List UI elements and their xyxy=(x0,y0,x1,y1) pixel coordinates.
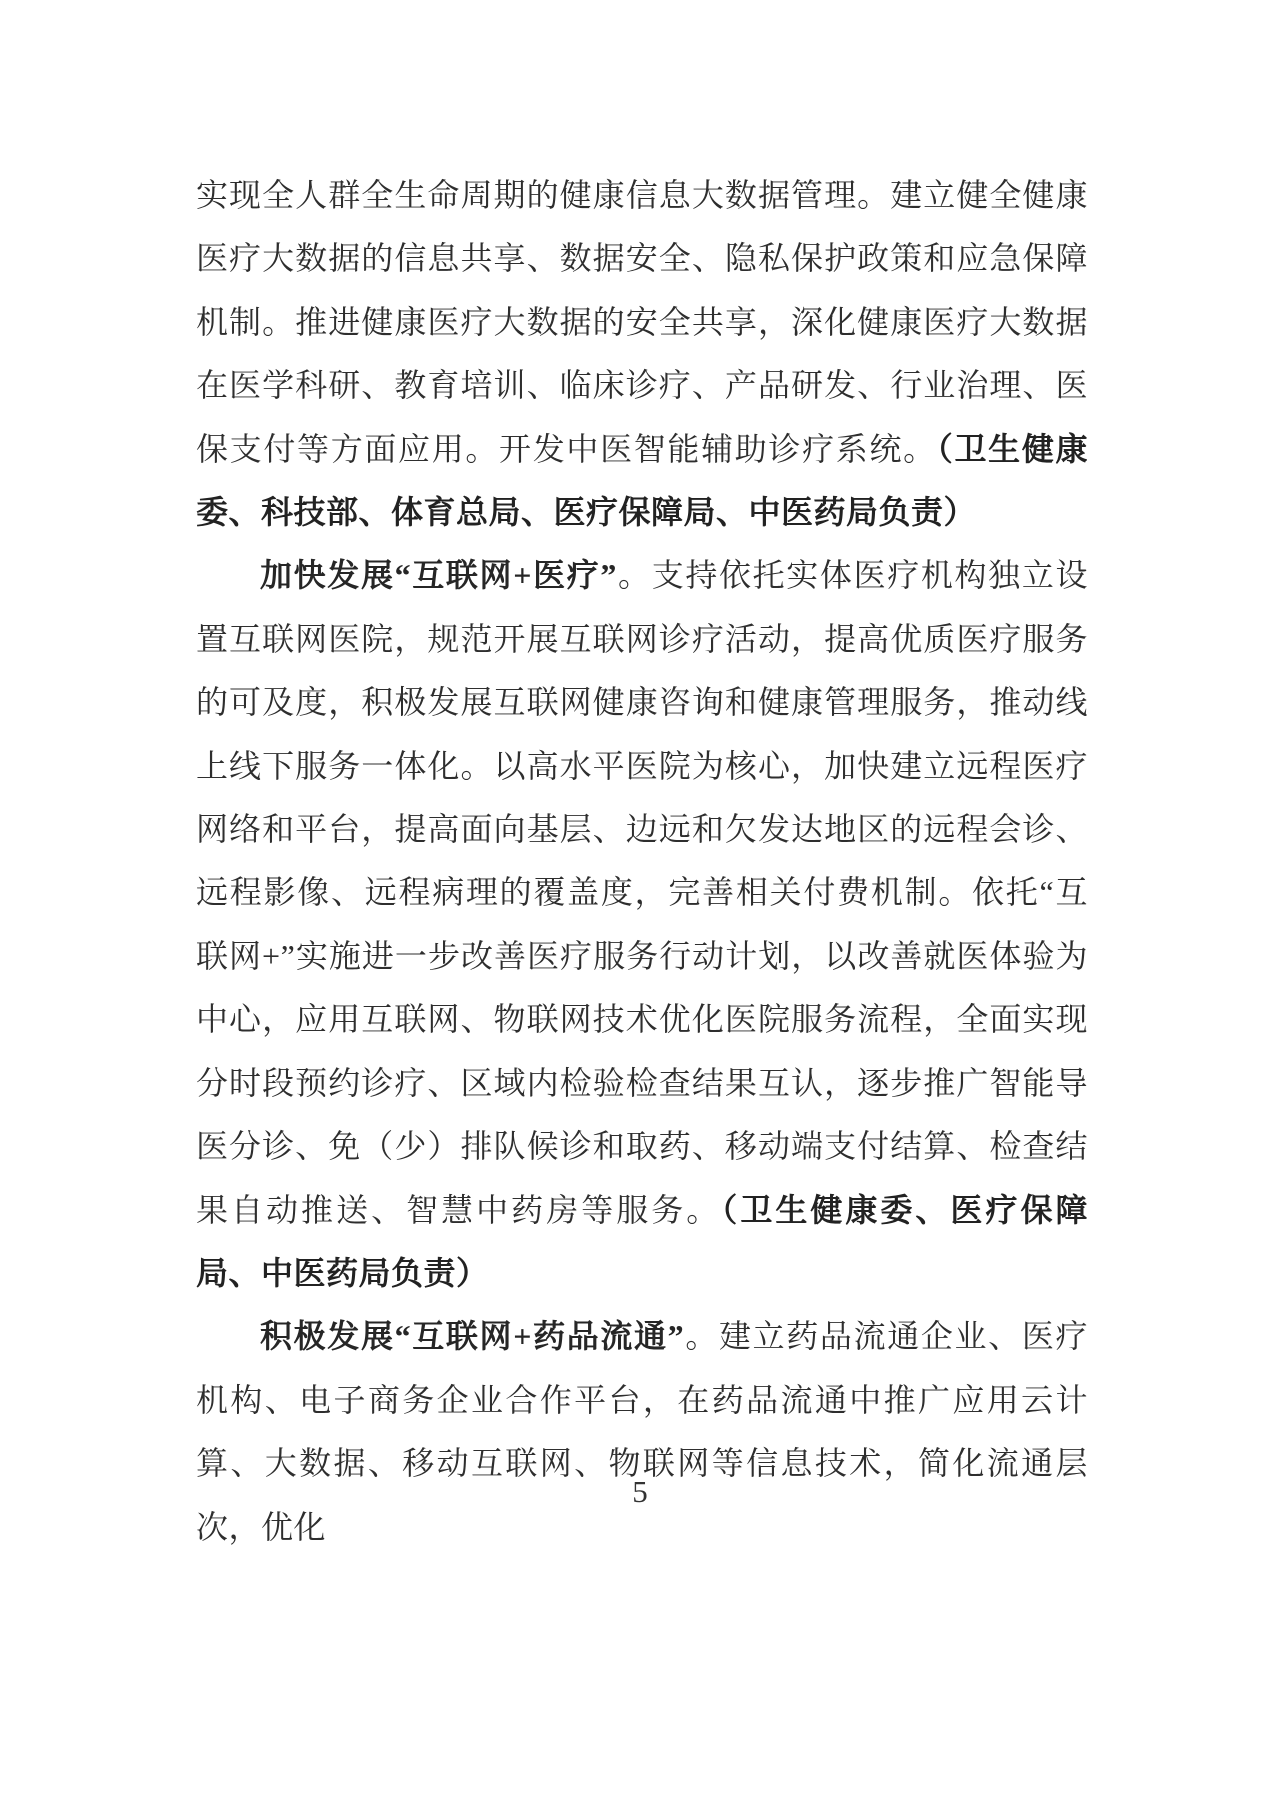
body-text: 。建立药品流通企业、医疗机构、电子商务企业合作平台，在药品流通中推广应用云计算、大数据、移动互联网、物联网等信息技术，简化流通层次，优化 xyxy=(196,1318,1088,1545)
paragraph xyxy=(196,164,1088,544)
body-text: 实现全人群全生命周期的健康信息大数据管理。建立健全健康医疗大数据的信息共享、数据安全、隐私保护政策和应急保障机制。推进健康医疗大数据的安全共享，深化健康医疗大数据在医学科研、教育培训、临床诊疗、产品研发、行业治理、医保支付等方面应用。开发中医智能辅助诊疗系统。 xyxy=(196,177,1088,467)
responsible-agencies-bold: （卫生健康委、医疗保障局、中医药局负责） xyxy=(196,1191,1088,1291)
paragraph xyxy=(196,544,1088,1305)
paragraph xyxy=(196,1305,1088,1559)
paragraph-lead-bold: 加快发展“互联网+医疗” xyxy=(260,557,617,594)
responsible-agencies-bold: （卫生健康委、科技部、体育总局、医疗保障局、中医药局负责） xyxy=(196,430,1088,531)
paragraph-lead-bold: 积极发展“互联网+药品流通” xyxy=(260,1318,685,1355)
body-text: 。支持依托实体医疗机构独立设置互联网医院，规范开展互联网诊疗活动，提高优质医疗服务的可及度，积极发展互联网健康咨询和健康管理服务，推动线上线下服务一体化。以高水平医院为核心，加快建立远程医疗网络和平台，提高面向基层、边远和欠发达地区的远程会诊、远程影像、远程病理的覆盖度，完善相关付费机制。依托“互联网+”实施进一步改善医疗服务行动计划，以改善就医体验为中心，应用互联网、物联网技术优化医院服务流程，全面实现分时段预约诊疗、区域内检验检查结果互认，逐步推广智能导医分诊、免（少）排队候诊和取药、移动端支付结算、检查结果自动推送、智慧中药房等服务。 xyxy=(196,557,1088,1228)
document-body xyxy=(196,164,1088,1559)
page-number: 5 xyxy=(632,1474,648,1509)
